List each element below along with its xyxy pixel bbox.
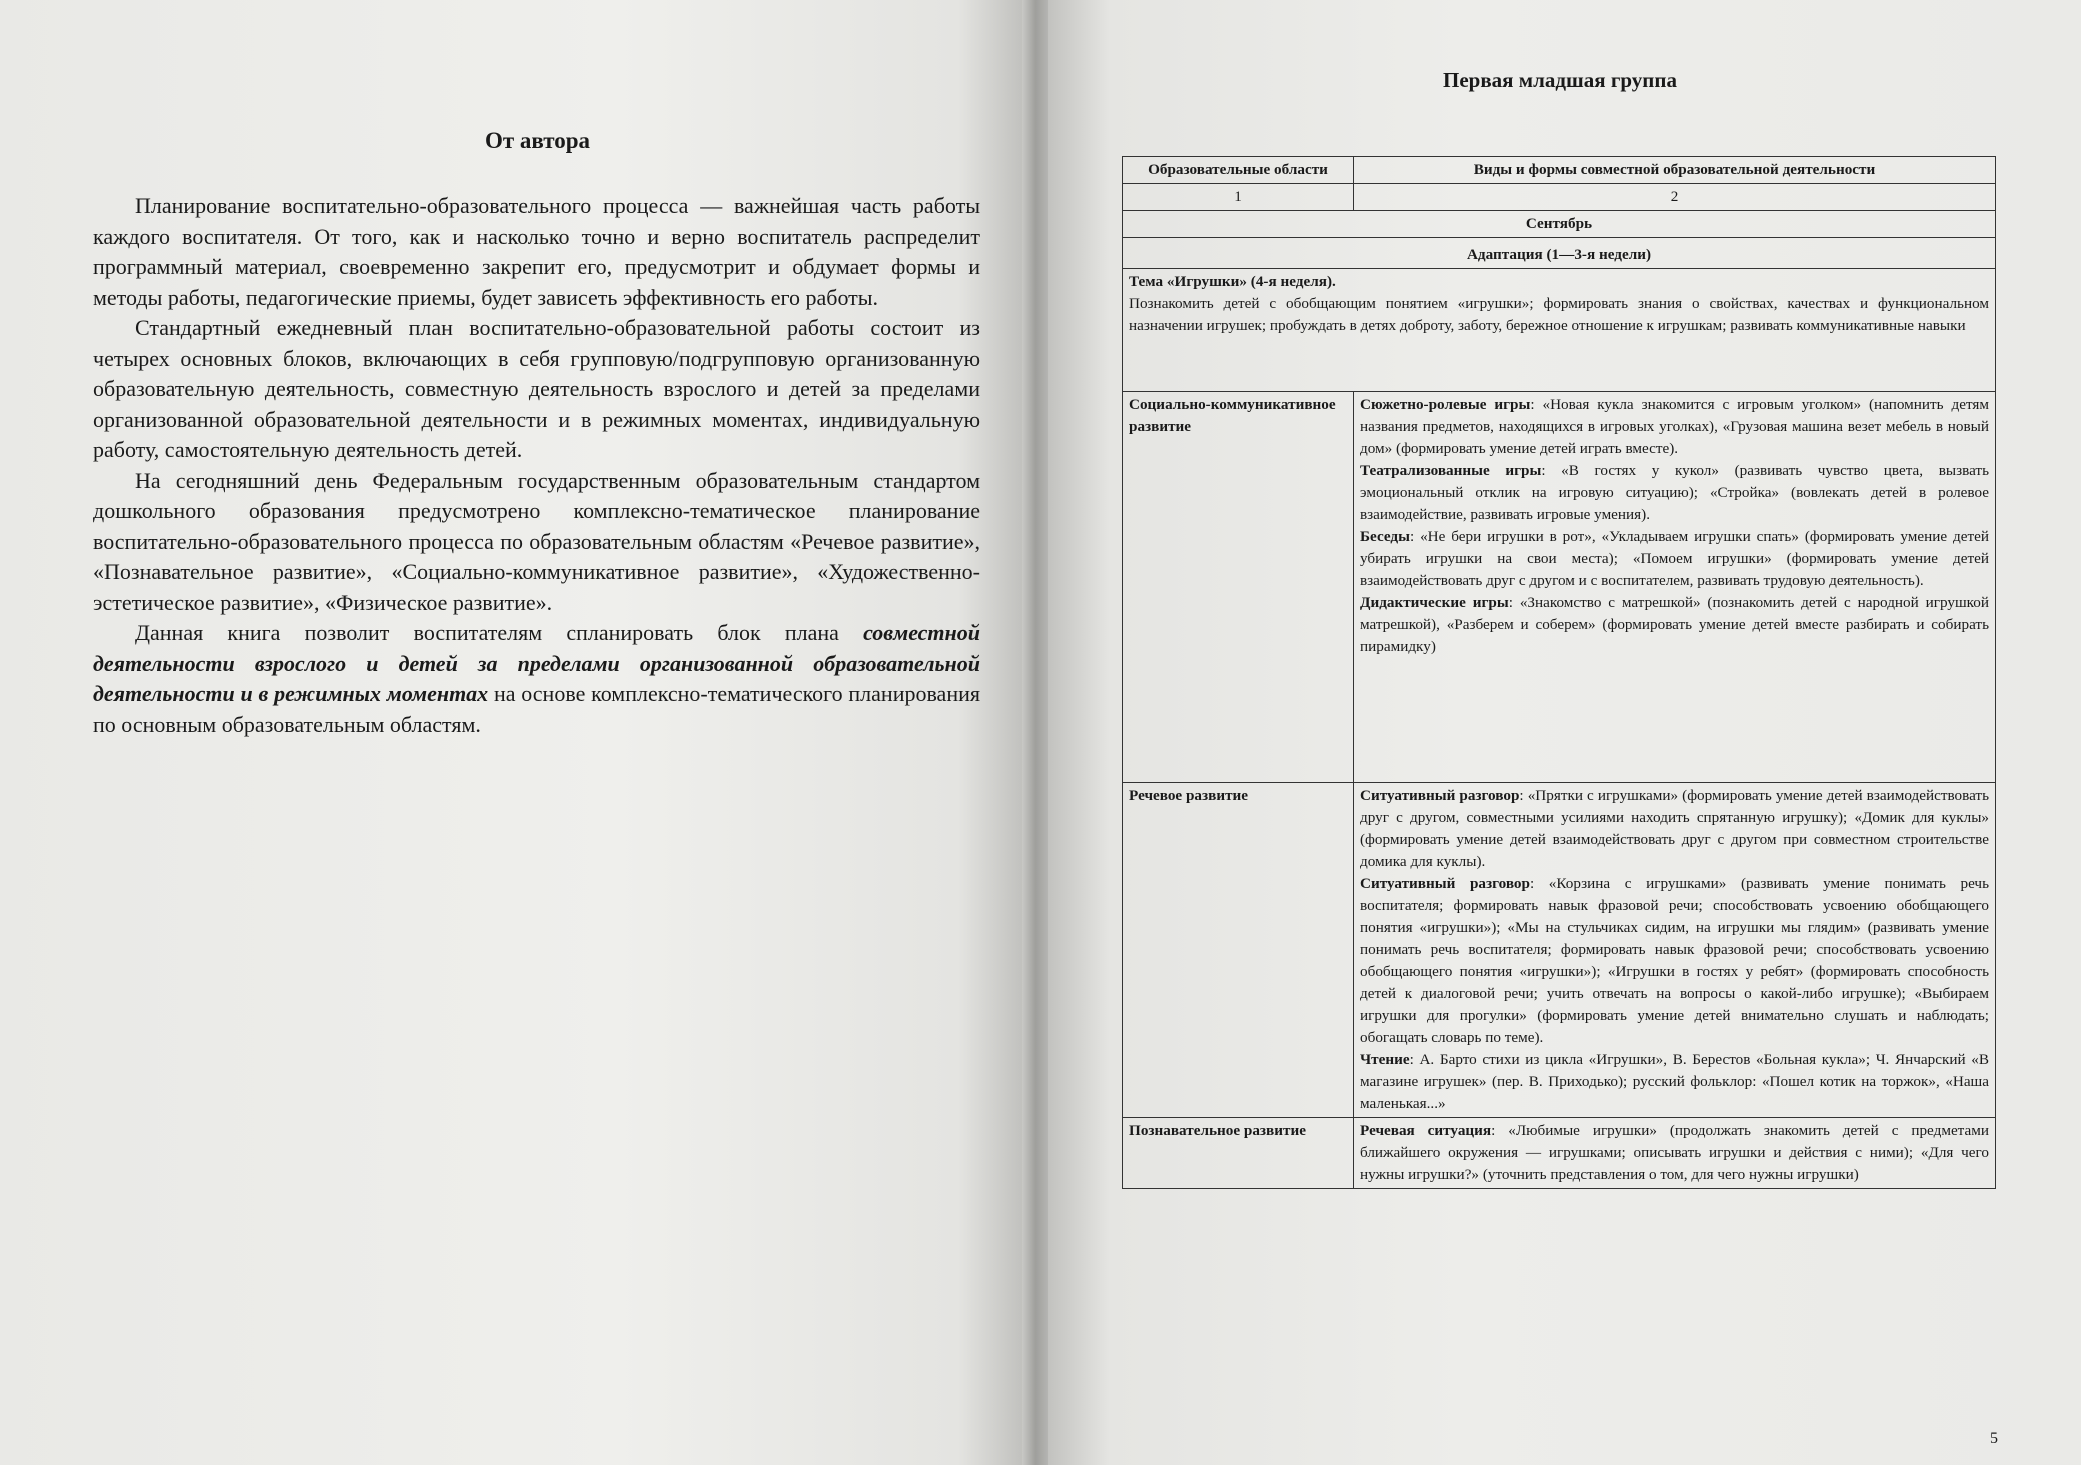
theme-cell (1123, 269, 1996, 392)
plan-table (1122, 156, 1996, 1189)
area-cognitive: Познавательное развитие (1123, 1118, 1354, 1189)
column-number-1: 1 (1123, 184, 1354, 211)
area-speech-activities (1354, 783, 1996, 1118)
header-activities: Виды и формы совместной образовательной деятельности (1354, 157, 1996, 184)
paragraph-4-end: на основе комплексно-тематического планирования по основным образовательным областям. (93, 681, 980, 737)
column-number-2: 2 (1354, 184, 1996, 211)
table-row (1123, 392, 1996, 783)
adaptation-label: Адаптация (1—3-я недели) (1123, 238, 1996, 269)
theme-row (1123, 269, 1996, 392)
header-areas: Образовательные области (1123, 157, 1354, 184)
list-item: Речевая ситуация: «Любимые игрушки» (продолжать знакомить детей с предметами ближайшего окружения — игрушками; описывать игрушки и действия с ними); «Для чего нужны игрушки?» (уточнить представления о том, для чего нужны игрушки) (1360, 1122, 1989, 1183)
adaptation-row (1123, 238, 1996, 269)
left-page (0, 0, 1030, 1465)
paragraph-4 (93, 618, 980, 740)
theme-text: Познакомить детей с обобщающим понятием «игрушки»; формировать знания о свойствах, качествах и функциональном назначении игрушек; пробуждать в детях доброту, заботу, бережное отношение к игрушкам; развивать коммуникативные навыки (1129, 295, 1989, 334)
list-item: Ситуативный разговор: «Прятки с игрушками» (формировать умение детей взаимодействовать друг с другом, совместными усилиями находить спрятанную игрушку); «Домик для куклы» (формировать умение детей взаимодействовать друг с другом при совместном строительстве домика для куклы). (1360, 787, 1989, 870)
paragraph-4-emphasis: совместной деятельности взрослого и детей за пределами организованной образовательной деятельности и в режимных моментах (93, 620, 980, 706)
page-number: 5 (1990, 1430, 1998, 1447)
table-header-row (1123, 157, 1996, 184)
table-number-row (1123, 184, 1996, 211)
list-item: Сюжетно-ролевые игры: «Новая кукла знакомится с игровым уголком» (напомнить детям названия предметов, находящихся в игровых уголках), «Грузовая машина везет мебель в новый дом» (формировать умение детей играть вместе). (1360, 396, 1989, 457)
paragraph-4-start: Данная книга позволит воспитателям спланировать блок плана (135, 620, 864, 645)
page-title: От автора (484, 128, 591, 153)
list-item: Беседы: «Не бери игрушки в рот», «Укладываем игрушки спать» (формировать умение детей убирать игрушки на свои места); «Помоем игрушки» (формировать умение детей взаимодействовать друг с другом и с воспитателем, развивать трудовую деятельность). (1360, 528, 1989, 589)
paragraph-2: Стандартный ежедневный план воспитательно-образовательной работы состоит из четырех основных блоков, включающих в себя групповую/подгрупповую организованную образовательную деятельность, совместную деятельность взрослого и детей за пределами организованной образовательной деятельности и в режимных моментах, индивидуальную работу, самостоятельную деятельность детей. (93, 315, 980, 462)
group-title: Первая младшая группа (1443, 68, 1677, 92)
paragraph-3: На сегодняшний день Федеральным государственным образовательным стандартом дошкольного образования предусмотрено комплексно-тематическое планирование воспитательно-образовательного процесса по образовательным областям «Речевое развитие», «Познавательное развитие», «Социально-коммуникативное развитие», «Художественно-эстетическое развитие», «Физическое развитие». (93, 467, 980, 615)
area-speech: Речевое развитие (1123, 783, 1354, 1118)
month-row (1123, 211, 1996, 238)
author-text (93, 191, 980, 740)
list-item: Ситуативный разговор: «Корзина с игрушками» (развивать умение понимать речь воспитателя; формировать навык фразовой речи; способствовать усвоению обобщающего понятия «игрушки»); «Мы на стульчиках сидим, на игрушки мы глядим» (развивать умение понимать речь воспитателя; формировать навык фразовой речи; способствовать усвоению обобщающего понятия «игрушки»); «Игрушки в гостях у ребят» (формировать способность детей к диалоговой речи; учить отвечать на вопросы о какой-либо игрушке); «Выбираем игрушки для прогулки» (формировать умение детей внимательно слушать и наблюдать; обогащать словарь по теме). (1360, 875, 1989, 1046)
list-item: Дидактические игры: «Знакомство с матрешкой» (познакомить детей с народной игрушкой матрешкой), «Разберем и соберем» (формировать умение детей вместе разбирать и собирать пирамидку) (1360, 594, 1989, 655)
list-item: Чтение: А. Барто стихи из цикла «Игрушки», В. Берестов «Больная кукла»; Ч. Янчарский «В магазине игрушек» (пер. В. Приходько); русский фольклор: «Пошел котик на торжок», «Наша маленькая...» (1360, 1051, 1989, 1112)
paragraph-1: Планирование воспитательно-образовательного процесса — важнейшая часть работы каждого воспитателя. От того, как и насколько точно и верно воспитатель распределит программный материал, своевременно закрепит его, предусмотрит и обдумает формы и методы работы, педагогические приемы, будет зависеть эффективность его работы. (93, 193, 980, 310)
table-row (1123, 783, 1996, 1118)
table-row (1123, 1118, 1996, 1189)
area-social: Социально-коммуникативное развитие (1123, 392, 1354, 783)
theme-title: Тема «Игрушки» (4-я неделя). (1129, 273, 1336, 290)
area-cognitive-activities (1354, 1118, 1996, 1189)
list-item: Театрализованные игры: «В гостях у кукол» (развивать чувство цвета, вызвать эмоциональный отклик на игровую ситуацию); «Стройка» (вовлекать детей в ролевое взаимодействие, развивать игровые умения). (1360, 462, 1989, 523)
area-social-activities (1354, 392, 1996, 783)
month-label: Сентябрь (1123, 211, 1996, 238)
